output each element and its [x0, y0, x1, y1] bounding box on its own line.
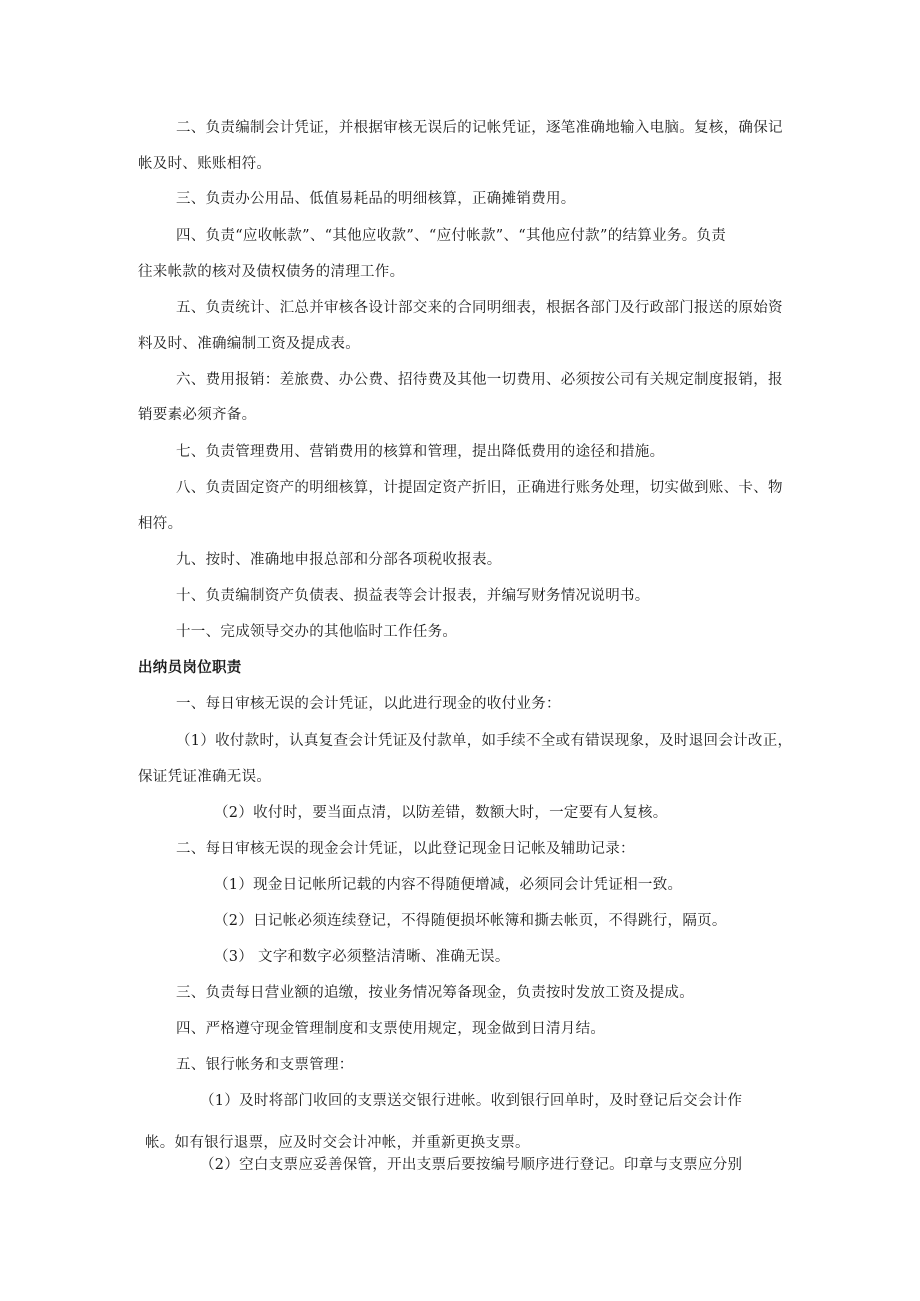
paragraph-item-5-line-1: 五、负责统计、汇总并审核各设计部交来的合同明细表，根据各部门及行政部门报送的原始资 — [176, 300, 783, 316]
paragraph-item-8-line-2: 相符。 — [138, 516, 183, 532]
cashier-item-1: 一、每日审核无误的会计凭证，以此进行现金的收付业务： — [176, 696, 561, 712]
cashier-item-2-sub-2: （2）日记帐必须连续登记，不得随便损坏帐簿和撕去帐页，不得跳行，隔页。 — [214, 913, 727, 929]
cashier-item-2-sub-1: （1）现金日记帐所记载的内容不得随便增减，必须同会计凭证相一致。 — [214, 877, 683, 893]
cashier-item-3: 三、负责每日营业额的追缴，按业务情况筹备现金，负责按时发放工资及提成。 — [176, 985, 694, 1001]
paragraph-item-6-line-1: 六、费用报销：差旅费、办公费、招待费及其他一切费用、必须按公司有关规定制度报销，报 — [176, 372, 783, 388]
paragraph-item-3: 三、负责办公用品、低值易耗品的明细核算，正确摊销费用。 — [176, 191, 576, 207]
paragraph-item-9: 九、按时、准确地申报总部和分部各项税收报表。 — [176, 552, 502, 568]
paragraph-item-4-line-1: 四、负责“应收帐款”、“其他应收款”、“应付帐款”、“其他应付款”的结算业务。负责 — [176, 228, 727, 244]
paragraph-item-5-line-2: 料及时、准确编制工资及提成表。 — [138, 336, 360, 352]
section-heading-cashier: 出纳员岗位职责 — [138, 660, 242, 676]
cashier-item-4: 四、严格遵守现金管理制度和支票使用规定，现金做到日清月结。 — [176, 1021, 606, 1037]
paragraph-item-7: 七、负责管理费用、营销费用的核算和管理，提出降低费用的途径和措施。 — [176, 444, 665, 460]
cashier-item-5-sub-1-line-2: 帐。如有银行退票，应及时交会计冲帐，并重新更换支票。 — [145, 1135, 530, 1151]
paragraph-item-8-line-1: 八、负责固定资产的明细核算，计提固定资产折旧，正确进行账务处理，切实做到账、卡、物 — [176, 480, 783, 496]
paragraph-item-6-line-2: 销要素必须齐备。 — [138, 407, 257, 423]
cashier-item-2: 二、每日审核无误的现金会计凭证，以此登记现金日记帐及辅助记录： — [176, 841, 635, 857]
cashier-item-1-sub-1-line-1: （1）收付款时，认真复查会计凭证及付款单，如手续不全或有错误现象，及时退回会计改正， — [176, 733, 793, 749]
paragraph-item-2-line-2: 帐及时、账账相符。 — [138, 156, 272, 172]
cashier-item-1-sub-2: （2）收付时，要当面点清，以防差错，数额大时，一定要有人复核。 — [214, 805, 668, 821]
cashier-item-5: 五、银行帐务和支票管理： — [176, 1057, 354, 1073]
cashier-item-5-sub-2: （2）空白支票应妥善保管，开出支票后要按编号顺序进行登记。印章与支票应分别 — [200, 1157, 743, 1173]
paragraph-item-2-line-1: 二、负责编制会计凭证，并根据审核无误后的记帐凭证，逐笔准确地输入电脑。复核，确保记 — [176, 120, 783, 136]
cashier-item-5-sub-1-line-1: （1）及时将部门收回的支票送交银行进帐。收到银行回单时，及时登记后交会计作 — [200, 1093, 743, 1109]
paragraph-item-11: 十一、完成领导交办的其他临时工作任务。 — [176, 624, 458, 640]
paragraph-item-10: 十、负责编制资产负债表、损益表等会计报表，并编写财务情况说明书。 — [176, 588, 650, 604]
paragraph-item-4-line-2: 往来帐款的核对及债权债务的清理工作。 — [138, 264, 405, 280]
cashier-item-2-sub-3: （3） 文字和数字必须整洁清晰、准确无误。 — [214, 949, 510, 965]
cashier-item-1-sub-1-line-2: 保证凭证准确无误。 — [138, 769, 272, 785]
